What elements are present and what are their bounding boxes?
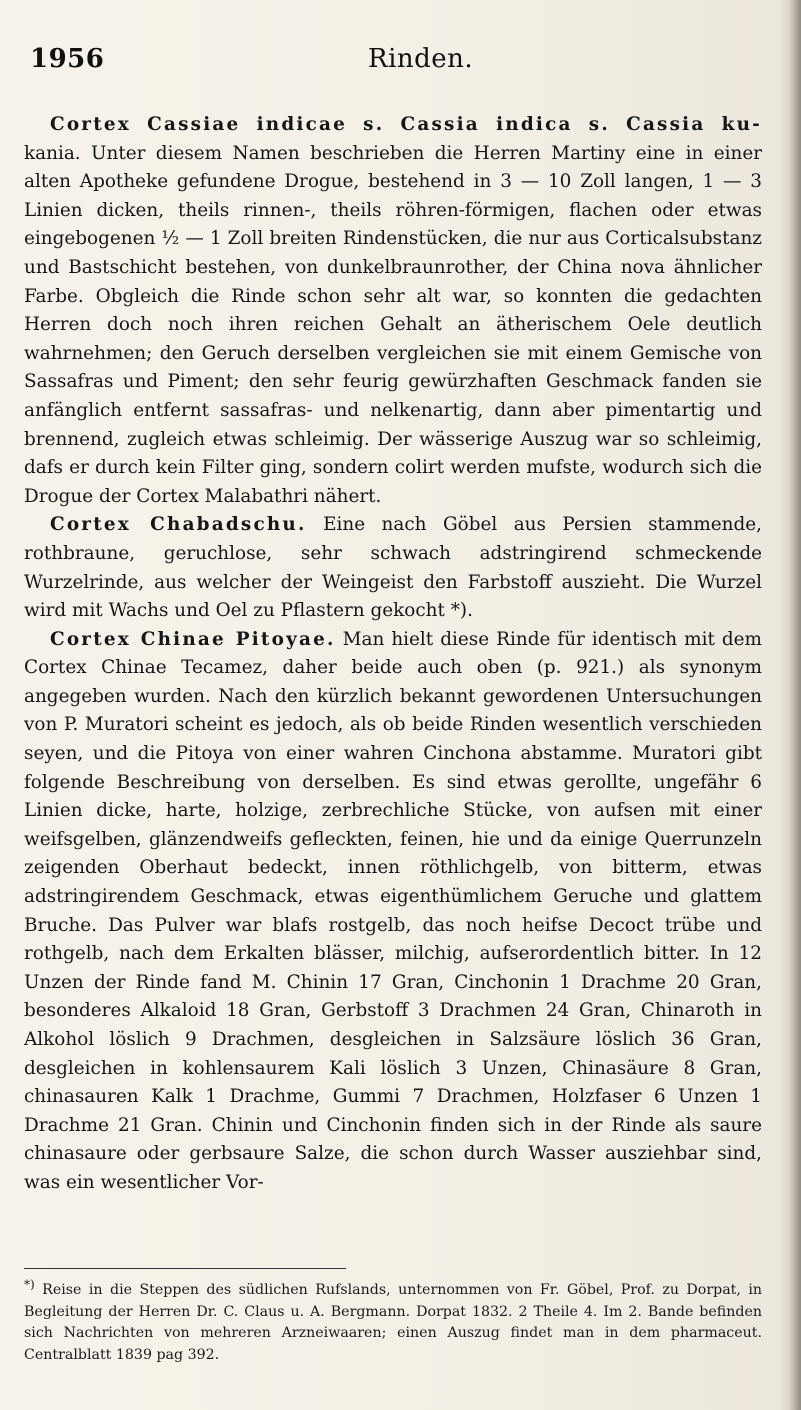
entry-heading: Cortex Cassiae indicae s. Cassia indica s. Cassia ku- [50, 114, 762, 135]
entry-text: kania. Unter diesem Namen beschrieben die Herren Martiny eine in einer alten Apotheke gefundene Drogue, bestehend in 3 — 10 Zoll langen, 1 — 3 Linien dicken, theils rinnen-, theils röhren-förmigen, flachen oder etwas eingebogenen ½ — 1 Zoll breiten Rindenstücken, die nur aus Corticalsubstanz und Bastschicht bestehen, von dunkelbraunrother, der China nova ähnlicher Farbe. Obgleich die Rinde schon sehr alt war, so konnten die gedachten Herren doch noch ihren reichen Gehalt an ätherischem Oele deutlich wahrnehmen; den Geruch derselben vergleichen sie mit einem Gemische von Sassafras und Piment; den sehr feurig gewürzhaften Geschmack fanden sie anfänglich entfernt sassafras- und nelkenartig, dann aber pimentartig und brennend, zugleich etwas schleimig. Der wässerige Auszug war so schleimig, dafs er durch kein Filter ging, sondern colirt werden mufste, wodurch sich die Drogue der Cortex Malabathri nähert. [24, 142, 762, 507]
entry-text: Eine nach Göbel aus Persien stammende, rothbraune, geruchlose, sehr schwach adstringirend schmeckende Wurzelrinde, aus welcher der Weingeist den Farbstoff auszieht. Die Wurzel wird mit Wachs und Oel zu Pflastern gekocht *). [24, 514, 763, 622]
footnote-paragraph [24, 1277, 762, 1366]
paragraph-cortex-chabadschu [24, 511, 762, 625]
paragraph-cortex-cassiae [24, 111, 762, 511]
entry-heading: Cortex Chabadschu. [50, 514, 307, 536]
footnote [24, 1277, 762, 1366]
page-number: 1956 [30, 44, 105, 74]
header-title: Rinden. [368, 44, 474, 74]
running-head [0, 44, 801, 84]
entry-heading: Cortex Chinae Pitoyae. [50, 628, 336, 650]
footnote-marker: *) [24, 1277, 35, 1292]
paragraph-cortex-chinae-pitoyae [24, 626, 762, 1198]
main-text [24, 111, 762, 1198]
entry-text: Man hielt diese Rinde für identisch mit dem Cortex Chinae Tecamez, daher beide auch oben (p. 921.) als synonym angegeben wurden. Nach den kürzlich bekannt gewordenen Untersuchungen von P. Muratori scheint es jedoch, als ob beide Rinden wesentlich verschieden seyen, und die Pitoya von einer wahren Cinchona abstamme. Muratori gibt folgende Beschreibung von derselben. Es sind etwas gerollte, ungefähr 6 Linien dicke, harte, holzige, zerbrechliche Stücke, von aufsen mit einer weifsgelben, glänzendweifs gefleckten, feinen, hie und da einige Querrunzeln zeigenden Oberhaut bedeckt, innen röthlichgelb, von bitterm, etwas adstringirendem Geschmack, etwas eigenthümlichem Geruche und glattem Bruche. Das Pulver war blafs rostgelb, das noch heifse Decoct trübe und rothgelb, nach dem Erkalten blässer, milchig, aufserordentlich bitter. In 12 Unzen der Rinde fand M. Chinin 17 Gran, Cinchonin 1 Drachme 20 Gran, besonderes Alkaloid 18 Gran, Gerbstoff 3 Drachmen 24 Gran, Chinaroth in Alkohol löslich 9 Drachmen, desgleichen in Salzsäure löslich 36 Gran, desgleichen in kohlensaurem Kali löslich 3 Unzen, Chinasäure 8 Gran, chinasauren Kalk 1 Drachme, Gummi 7 Drachmen, Holzfaser 6 Unzen 1 Drachme 21 Gran. Chinin und Cinchonin finden sich in der Rinde als saure chinasaure oder gerbsaure Salze, die schon durch Wasser ausziehbar sind, was ein wesentlicher Vor- [24, 628, 762, 1193]
page-edge-shadow [779, 0, 801, 1410]
footnote-divider [24, 1268, 346, 1269]
footnote-text: Reise in die Steppen des südlichen Rufslands, unternommen von Fr. Göbel, Prof. zu Dorpat, in Begleitung der Herren Dr. C. Claus u. A. Bergmann. Dorpat 1832. 2 Theile 4. Im 2. Bande befinden sich Nachrichten von mehreren Arzneiwaaren; einen Auszug findet man in dem pharmaceut. Centralblatt 1839 pag 392. [24, 1282, 762, 1363]
